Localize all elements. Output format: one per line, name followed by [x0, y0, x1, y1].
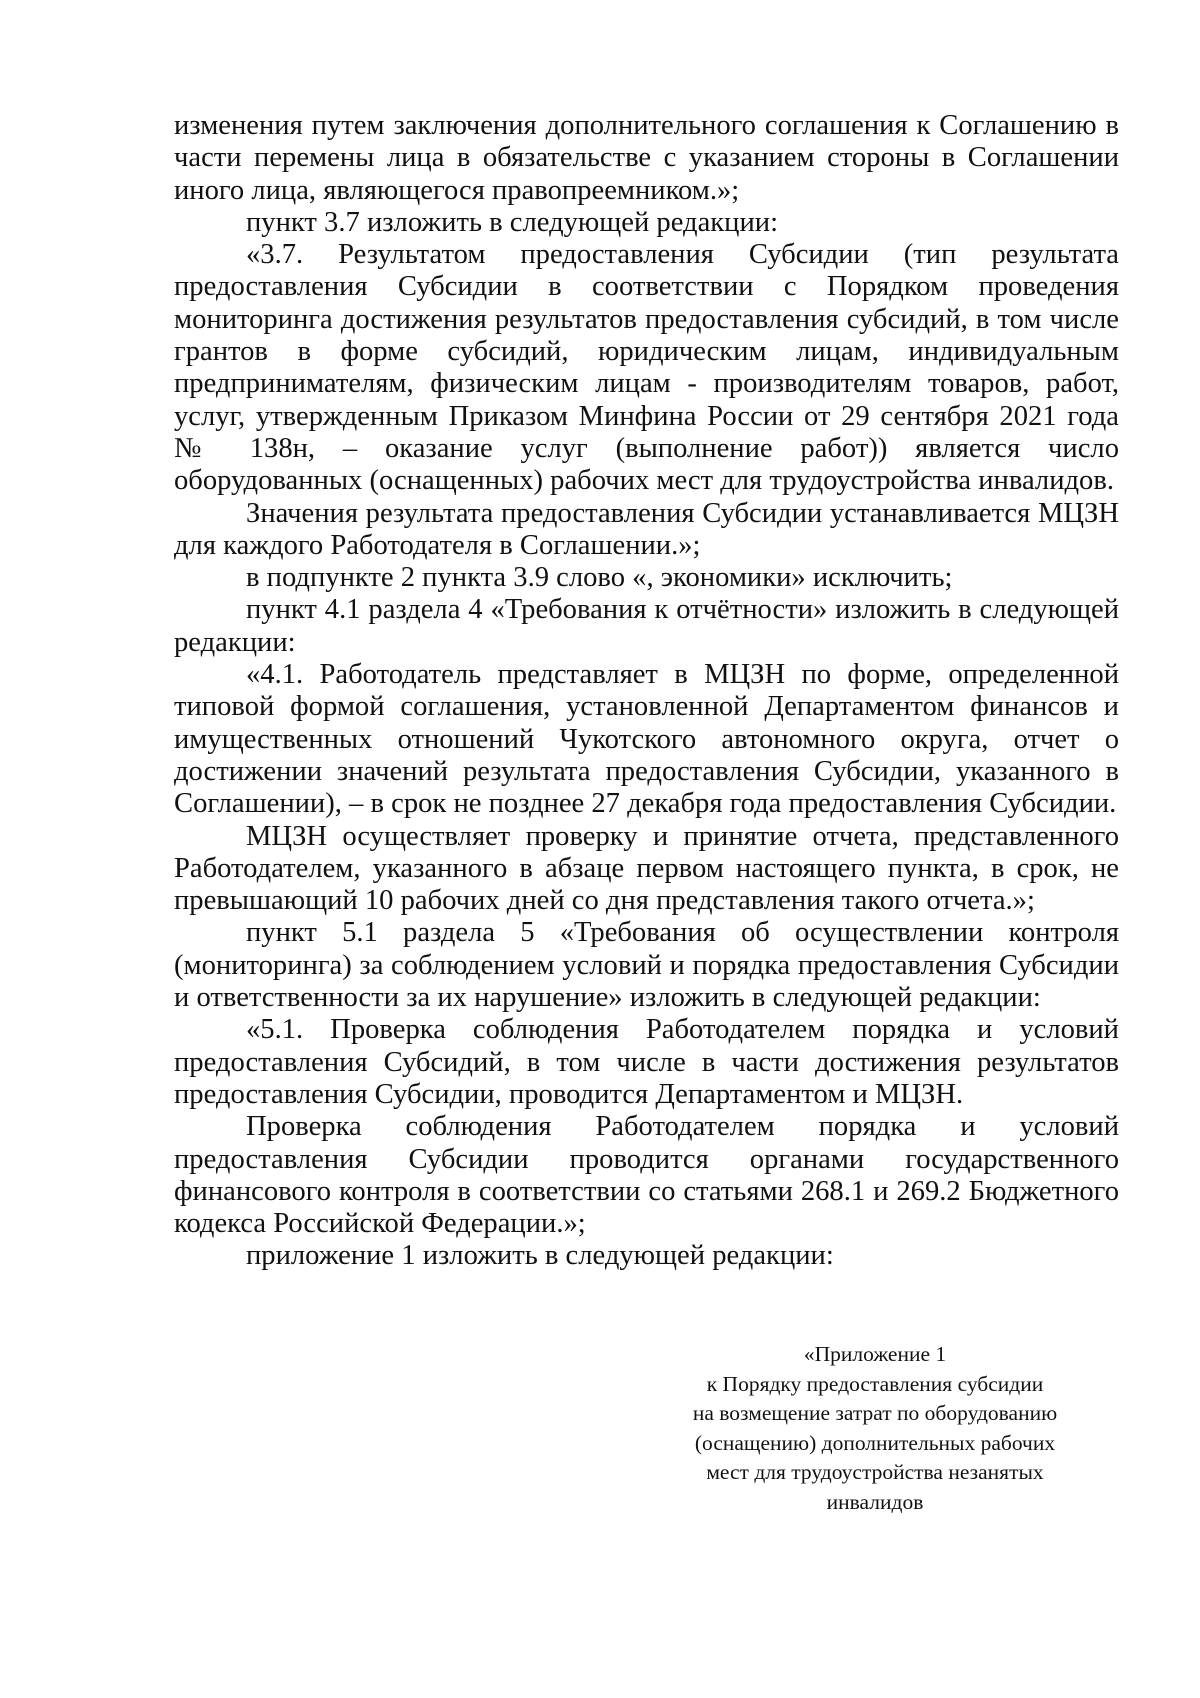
paragraph-report-check: МЦЗН осуществляет проверку и принятие отчета, представленного Работодателем, указанного в абзаце первом настоящего пункта, в срок, не превышающий 10 рабочих дней со дня представления такого отчета.»;	[174, 820, 1119, 917]
appendix-header-line: инвалидов	[826, 1489, 924, 1514]
document-body	[174, 110, 1119, 1273]
appendix-header-line: мест для трудоустройства незанятых	[706, 1460, 1044, 1484]
appendix-header-line: к Порядку предоставления субсидии	[706, 1371, 1044, 1396]
paragraph-clause-5-1-intro: пункт 5.1 раздела 5 «Требования об осуществлении контроля (мониторинга) за соблюдением условий и порядка предоставления Субсидии и ответственности за их нарушение» изложить в следующей редакции:	[174, 917, 1119, 1014]
paragraph-result-values: Значения результата предоставления Субсидии устанавливается МЦЗН для каждого Работодателя в Соглашении.»;	[174, 497, 1119, 561]
appendix-header-line: «Приложение 1	[803, 1342, 947, 1366]
appendix-header-line: (оснащению) дополнительных рабочих	[694, 1430, 1056, 1455]
paragraph-clause-4-1-text: «4.1. Работодатель представляет в МЦЗН по форме, определенной типовой формой соглашения, установленной Департаментом финансов и имущественных отношений Чукотского автономного округа, отчет о достижении значений результата предоставления Субсидии, указанного в Соглашении), – в срок не позднее 27 декабря года предоставления Субсидии.	[174, 659, 1119, 820]
paragraph-clause-4-1-intro: пункт 4.1 раздела 4 «Требования к отчётности» изложить в следующей редакции:	[174, 594, 1119, 658]
paragraph-clause-3-7-text: «3.7. Результатом предоставления Субсидии (тип результата предоставления Субсидии в соответствии с Порядком проведения мониторинга достижения результатов предоставления субсидий, в том числе грантов в форме субсидий, юридическим лицам, индивидуальным предпринимателям, физическим лицам - производителям товаров, работ, услуг, утвержденным Приказом Минфина России от 29 сентября 2021 года № 138н, – оказание услуг (выполнение работ)) является число оборудованных (оснащенных) рабочих мест для трудоустройства инвалидов.	[174, 239, 1119, 497]
paragraph-clause-5-1-text: «5.1. Проверка соблюдения Работодателем порядка и условий предоставления Субсидий, в том числе в части достижения результатов предоставления Субсидии, проводится Департаментом и МЦЗН.	[174, 1014, 1119, 1110]
paragraph-clause-3-7-intro: пункт 3.7 изложить в следующей редакции:	[246, 206, 779, 238]
appendix-header-line: на возмещение затрат по оборудованию	[692, 1401, 1058, 1425]
paragraph-financial-control: Проверка соблюдения Работодателем порядка и условий предоставления Субсидии проводится органами государственного финансового контроля в соответствии со статьями 268.1 и 269.2 Бюджетного кодекса Российской Федерации.»;	[174, 1111, 1119, 1240]
paragraph-appendix-intro: приложение 1 изложить в следующей редакции:	[246, 1240, 834, 1272]
appendix-header	[650, 1340, 1100, 1517]
paragraph-clause-3-9-change: в подпункте 2 пункта 3.9 слово «, экономики» исключить;	[246, 562, 953, 594]
paragraph-amendment-continuation: изменения путем заключения дополнительного соглашения к Соглашению в части перемены лица в обязательстве с указанием стороны в Соглашении иного лица, являющегося правопреемником.»;	[174, 110, 1119, 206]
